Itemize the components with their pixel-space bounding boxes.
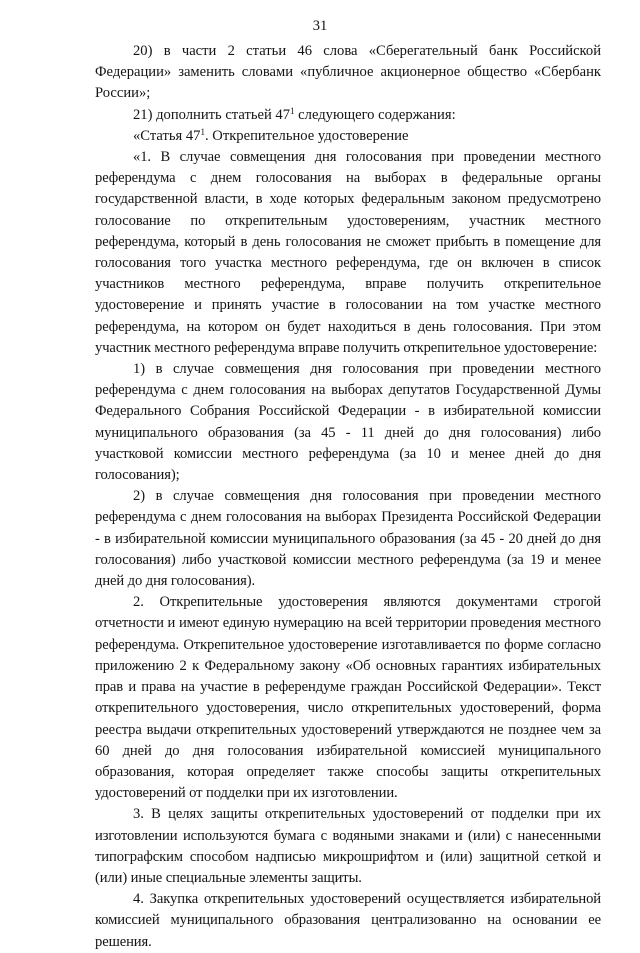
paragraph-text: 3. В целях защиты открепительных удостоверений от подделки при их изготовлении используются бумага с водяными знаками и (или) с нанесенными типографским способом надписью микрошрифтом и (или) защитной сеткой и (или) иные специальные элементы защиты. xyxy=(95,806,601,886)
amendment-paragraph-21 xyxy=(95,105,601,126)
document-body xyxy=(95,41,601,953)
article-part-1-item-2 xyxy=(95,486,601,592)
paragraph-text: 20) в части 2 статьи 46 слова «Сберегательный банк Российской Федерации» заменить словами «публичное акционерное общество «Сбербанк России»; xyxy=(95,43,601,102)
article-heading xyxy=(95,126,601,147)
article-heading-tail: . Открепительное удостоверение xyxy=(204,127,409,144)
article-part-1-item-1 xyxy=(95,359,601,486)
superscript-index: 1 xyxy=(200,126,205,137)
paragraph-text: «1. В случае совмещения дня голосования при проведении местного референдума с днем голосования на выборах в федеральные органы государственной власти, в ходе которых федеральным законом предусмотрено голосование по открепительным удостоверениям, участник местного референдума, который в день голосования не сможет прибыть в помещение для голосования того участка местного референдума, где он включен в список участников местного референдума, вправе получить открепительное удостоверение и принять участие в голосовании на том участке местного референдума, на котором он будет находиться в день голосования. При этом участник местного референдума вправе получить открепительное удостоверение: xyxy=(95,149,601,356)
paragraph-text: 21) дополнить статьей 47 xyxy=(133,106,291,123)
paragraph-text: 4. Закупка открепительных удостоверений осуществляется избирательной комиссией муниципального образования централизованно на основании ее решения. xyxy=(95,891,601,950)
paragraph-tail: следующего содержания: xyxy=(294,106,456,123)
paragraph-text: 1) в случае совмещения дня голосования при проведении местного референдума с днем голосования на выборах депутатов Государственной Думы Федерального Собрания Российской Федерации - в избирательной комиссии муниципального образования (за 45 - 11 дней до дня голосования) либо участковой комиссии местного референдума (за 10 и менее дней до дня голосования); xyxy=(95,361,601,484)
paragraph-text: 2. Открепительные удостоверения являются документами строгой отчетности и имеют единую нумерацию на всей территории проведения местного референдума. Открепительное удостоверение изготавливается по форме согласно приложению 2 к Федеральному закону «Об основных гарантиях избирательных прав и права на участие в референдуме граждан Российской Федерации». Текст открепительного удостоверения, число открепительных удостоверений, форма реестра выдачи открепительных удостоверений утверждаются не позднее чем за 60 дней до дня голосования избирательной комиссией муниципального образования, которая определяет также способы защиты открепительных удостоверений от подделки при их изготовлении. xyxy=(95,594,601,802)
amendment-paragraph-20 xyxy=(95,41,601,105)
article-part-3 xyxy=(95,804,601,889)
article-part-2 xyxy=(95,592,601,804)
superscript-index: 1 xyxy=(290,105,295,116)
article-part-4 xyxy=(95,889,601,953)
paragraph-text: 2) в случае совмещения дня голосования при проведении местного референдума с днем голосования на выборах Президента Российской Федерации - в избирательной комиссии муниципального образования (за 45 - 20 дней до дня голосования) либо участковой комиссии местного референдума (за 19 и менее дней до дня голосования). xyxy=(95,488,601,590)
article-heading-text: «Статья 47 xyxy=(133,127,201,144)
article-part-1 xyxy=(95,147,601,359)
page-number: 31 xyxy=(312,18,328,34)
